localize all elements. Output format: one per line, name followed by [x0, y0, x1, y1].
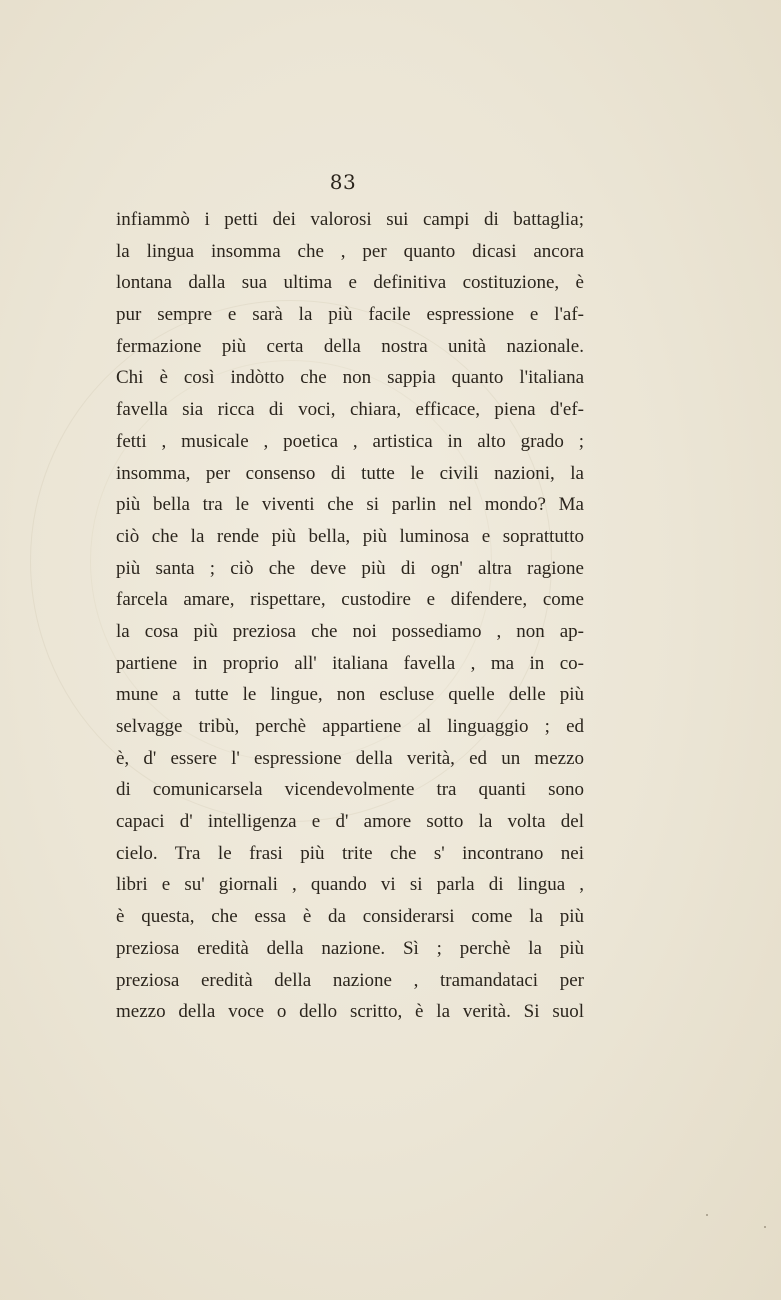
text-line: mezzo della voce o dello scritto, è la verità. Si suol [116, 1001, 584, 1023]
text-line: capaci d' intelligenza e d' amore sotto la volta del [116, 811, 584, 833]
text-line: favella sia ricca di voci, chiara, efficace, piena d'ef- [116, 399, 584, 421]
text-line: più santa ; ciò che deve più di ogn' altra ragione [116, 557, 584, 579]
text-line: fermazione più certa della nostra unità nazionale. [116, 335, 584, 357]
text-line: ciò che la rende più bella, più luminosa e soprattutto [116, 525, 584, 547]
text-line: preziosa eredità della nazione. Sì ; perchè la più [116, 937, 584, 959]
text-line: preziosa eredità della nazione , tramandataci per [116, 969, 584, 991]
text-line: infiammò i petti dei valorosi sui campi di battaglia; [116, 209, 584, 230]
text-line: la cosa più preziosa che noi possediamo , non ap- [116, 620, 584, 642]
text-line: selvagge tribù, perchè appartiene al linguaggio ; ed [116, 716, 584, 737]
text-line: lontana dalla sua ultima e definitiva costituzione, è [116, 272, 584, 294]
text-line: pur sempre e sarà la più facile espressione e l'af- [116, 304, 584, 326]
body-text [116, 204, 584, 1028]
text-line: mune a tutte le lingue, non escluse quelle delle più [116, 684, 584, 706]
paper-speck [764, 1226, 766, 1228]
text-line: fetti , musicale , poetica , artistica in alto grado ; [116, 430, 584, 452]
paper-speck [706, 1214, 708, 1216]
text-line: di comunicarsela vicendevolmente tra quanti sono [116, 779, 584, 801]
text-line: libri e su' giornali , quando vi si parla di lingua , [116, 874, 584, 896]
text-line: la lingua insomma che , per quanto dicasi ancora [116, 240, 584, 262]
text-line: farcela amare, rispettare, custodire e difendere, come [116, 589, 584, 611]
text-line: più bella tra le viventi che si parlin nel mondo? Ma [116, 494, 584, 516]
text-line: cielo. Tra le frasi più trite che s' incontrano nei [116, 842, 584, 864]
text-line: insomma, per consenso di tutte le civili nazioni, la [116, 462, 584, 484]
page-number: 83 [329, 170, 357, 194]
text-line: è questa, che essa è da considerarsi come la più [116, 906, 584, 928]
text-line: Chi è così indòtto che non sappia quanto l'italiana [116, 367, 584, 389]
text-line: è, d' essere l' espressione della verità, ed un mezzo [116, 747, 584, 769]
text-line: partiene in proprio all' italiana favella , ma in co- [116, 652, 584, 674]
